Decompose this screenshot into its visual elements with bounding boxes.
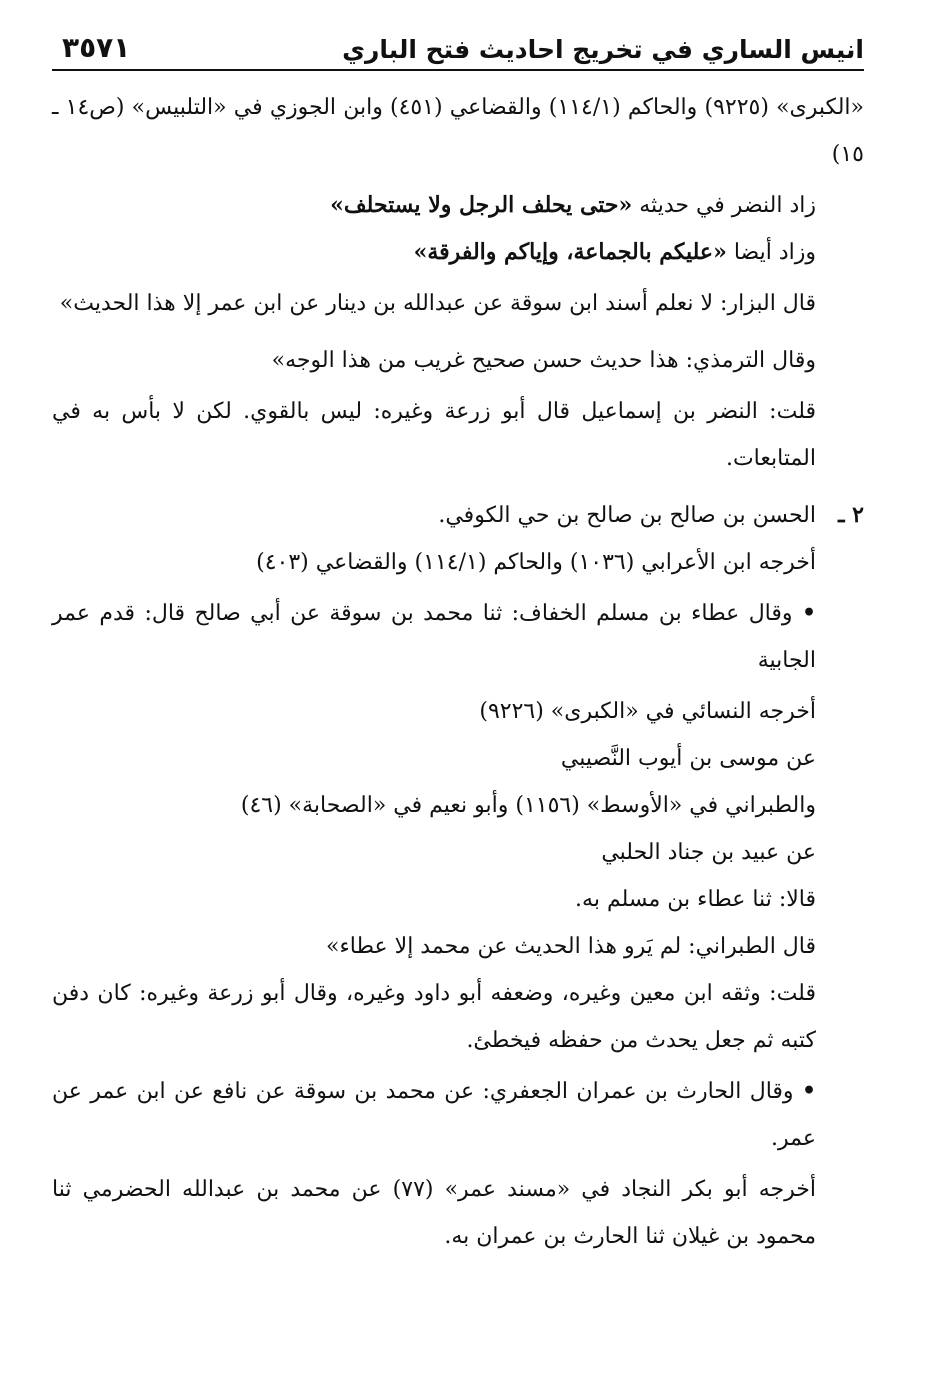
page-body [52,84,864,1260]
paragraph-16: قلت: وثقه ابن معين وغيره، وضعفه أبو داود وغيره، وقال أبو زرعة وغيره: كان دفن كتبه ثم جعل يحدث من حفظه فيخطئ. [52,981,816,1053]
bullet-icon: • [801,1078,817,1104]
paragraph-1: «الكبرى» (٩٢٢٥) والحاكم (١١٤/١) والقضاعي (٤٥١) وابن الجوزي في «التلبيس» (ص١٤ ـ ١٥) [52,95,864,167]
paragraph-15: قال الطبراني: لم يَرو هذا الحديث عن محمد إلا عطاء» [325,934,816,959]
paragraph-5: وقال الترمذي: هذا حديث حسن صحيح غريب من هذا الوجه» [271,348,816,373]
paragraph-8: أخرجه ابن الأعرابي (١٠٣٦) والحاكم (١١٤/١) والقضاعي (٤٠٣) [256,550,816,575]
item-number: ٢ ـ [838,502,864,528]
header-rule [52,69,864,71]
paragraph-10: أخرجه النسائي في «الكبرى» (٩٢٢٦) [479,699,816,724]
running-title: انيس الساري في تخريج احاديث فتح الباري [342,35,864,64]
paragraph-4: قال البزار: لا نعلم أسند ابن سوقة عن عبدالله بن دينار عن ابن عمر إلا هذا الحديث» [59,291,816,316]
paragraph-7-text: الحسن بن صالح بن صالح بن حي الكوفي. [438,503,816,528]
book-page [52,26,864,1249]
paragraph-3-quote: «عليكم بالجماعة، وإياكم والفرقة» [413,239,727,265]
paragraph-7 [52,492,864,539]
paragraph-3-prefix: وزاد أيضا [726,240,816,265]
page-header [52,26,864,70]
paragraph-17 [52,1068,864,1162]
paragraph-13: عن عبيد بن جناد الحلبي [601,840,816,865]
paragraph-18: أخرجه أبو بكر النجاد في «مسند عمر» (٧٧) عن محمد بن عبدالله الحضرمي ثنا محمود بن غيلان ثنا الحارث بن عمران به. [52,1177,816,1249]
paragraph-6: قلت: النضر بن إسماعيل قال أبو زرعة وغيره: ليس بالقوي. لكن لا بأس به في المتابعات. [52,399,816,471]
paragraph-9-text: وقال عطاء بن مسلم الخفاف: ثنا محمد بن سوقة عن أبي صالح قال: قدم عمر الجابية [52,601,816,673]
paragraph-2-quote: «حتى يحلف الرجل ولا يستحلف» [330,192,633,218]
paragraph-3 [52,229,864,276]
paragraph-12: والطبراني في «الأوسط» (١١٥٦) وأبو نعيم في «الصحابة» (٤٦) [240,793,816,818]
paragraph-14: قالا: ثنا عطاء بن مسلم به. [575,887,816,912]
page-number: ٣٥٧١ [62,31,131,64]
bullet-icon: • [801,600,816,626]
paragraph-17-text: وقال الحارث بن عمران الجعفري: عن محمد بن سوقة عن نافع عن ابن عمر عن عمر. [52,1079,816,1151]
paragraph-11: عن موسى بن أيوب النَّصيبي [560,746,816,771]
paragraph-2-prefix: زاد النضر في حديثه [632,193,816,218]
paragraph-9 [52,590,864,684]
paragraph-2 [52,182,864,229]
